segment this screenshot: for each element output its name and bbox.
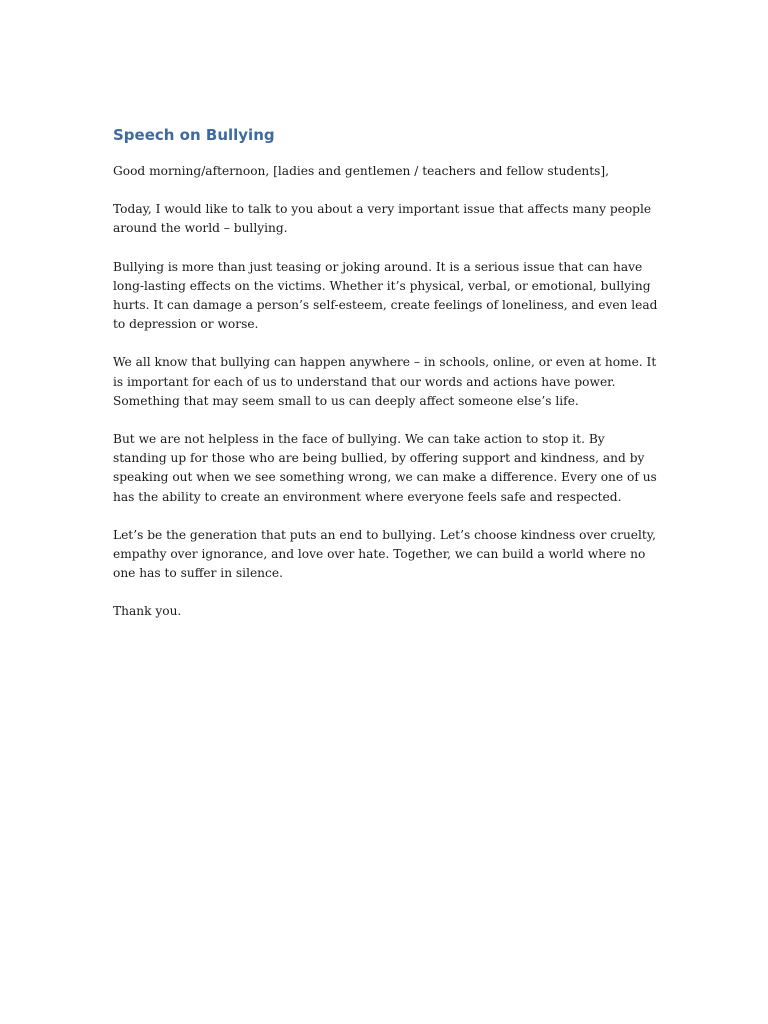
document-title: Speech on Bullying <box>113 126 275 144</box>
paragraph-closing: Thank you. <box>113 604 182 619</box>
paragraph-take-action: But we are not helpless in the face of bullying. We can take action to stop it. By standing up for those who are being bullied, by offering support and kindness, and by speaking out when we see something wrong, we can make a difference. Every one of us has the ability to create an environment where everyone feels safe and respected. <box>113 432 657 504</box>
paragraph-greeting: Good morning/afternoon, [ladies and gentlemen / teachers and fellow students], <box>113 164 610 178</box>
paragraph-introduction: Today, I would like to talk to you about a very important issue that affects many people around the world – bullying. <box>113 202 652 236</box>
paragraph-anywhere: We all know that bullying can happen anywhere – in schools, online, or even at home. It is important for each of us to understand that our words and actions have power. Something that may seem small to us can deeply affect someone else’s life. <box>113 355 657 408</box>
document-body <box>113 124 661 641</box>
paragraph-bullying-effects: Bullying is more than just teasing or joking around. It is a serious issue that can have long-lasting effects on the victims. Whether it’s physical, verbal, or emotional, bullying hurts. It can damage a person’s self-esteem, create feelings of loneliness, and even lead to depression or worse. <box>113 259 658 332</box>
paragraph-generation: Let’s be the generation that puts an end to bullying. Let’s choose kindness over cruelty, empathy over ignorance, and love over hate. Together, we can build a world where no one has to suffer in silence. <box>113 527 656 581</box>
